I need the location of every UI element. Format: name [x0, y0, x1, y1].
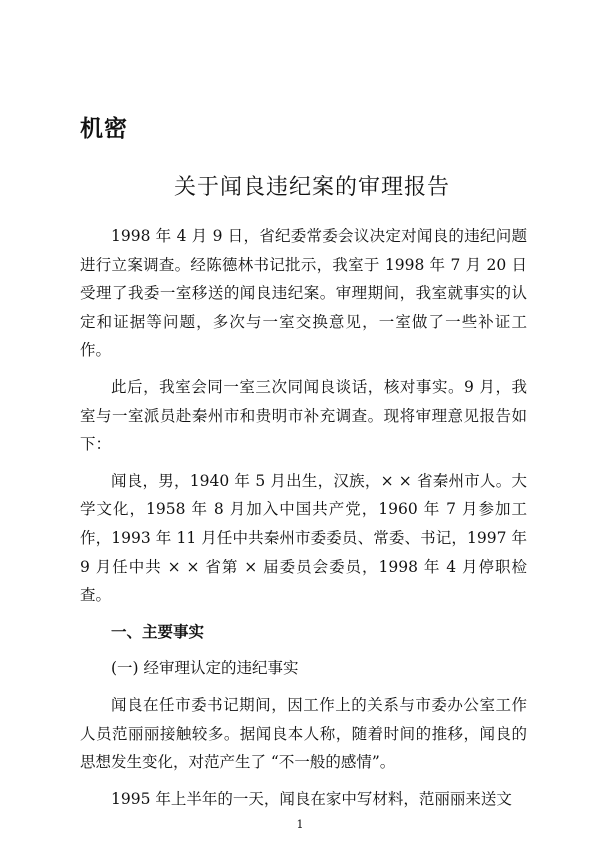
document-title: 关于闻良违纪案的审理报告 — [173, 175, 450, 200]
page-number: 1 — [296, 818, 304, 831]
paragraph: 此后，我室会同一室三次同闻良谈话，核对事实。9 月，我室与一室派员赴秦州市和贵明市补充调查。现将审理意见报告如下： — [80, 377, 527, 454]
paragraph: 1998 年 4 月 9 日，省纪委常委会议决定对闻良的违纪问题进行立案调查。经陈德林书记批示，我室于 1998 年 7 月 20 日受理了我委一室移送的闻良违纪案。审理期间，我室就事实的认定和证据等问题，多次与一室交换意见，一室做了一些补证工作。 — [80, 227, 527, 360]
document-body — [80, 222, 527, 821]
subsection-heading: (一) 经审理认定的违纪事实 — [111, 659, 299, 678]
classification-label: 机密 — [80, 116, 128, 142]
paragraph: 闻良在任市委书记期间，因工作上的关系与市委办公室工作人员范丽丽接触较多。据闻良本人称，随着时间的推移，闻良的思想发生变化，对范产生了 “不一般的感情”。 — [80, 695, 527, 772]
paragraph: 1995 年上半年的一天，闻良在家中写材料，范丽丽来送文 — [111, 789, 512, 808]
paragraph: 闻良，男，1940 年 5 月出生，汉族，× × 省秦州市人。大学文化，1958 年 8 月加入中国共产党，1960 年 7 月参加工作，1993 年 11 月任中共秦州市委委员、常委、书记，1997 年 9 月任中共 × × 省第 × 届委员会委员，1998 年 4 月停职检查。 — [80, 471, 527, 605]
section-heading: 一、主要事实 — [111, 622, 205, 641]
